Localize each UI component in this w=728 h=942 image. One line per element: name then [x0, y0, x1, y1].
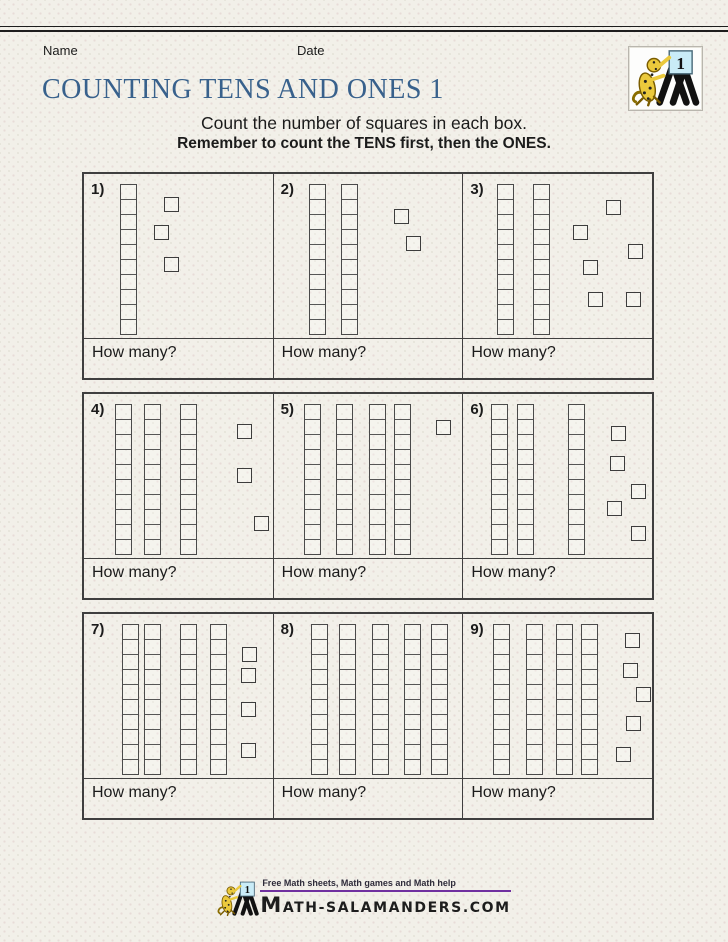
how-many-label: How many? [281, 564, 367, 581]
tens-rod [304, 404, 321, 555]
ones-square [573, 225, 588, 240]
footer-tagline: Free Math sheets, Math games and Math help [260, 876, 510, 892]
how-many-label: How many? [471, 344, 556, 361]
worksheet-row-3 [82, 612, 654, 820]
instruction-line: Count the number of squares in each box. [201, 113, 527, 133]
answer-strip [274, 778, 463, 818]
tens-rod [339, 624, 356, 775]
answer-strip [84, 778, 273, 818]
tens-rod [369, 404, 386, 555]
problem-number: 1) [91, 181, 105, 198]
tens-rod [404, 624, 421, 775]
problem-box-6 [462, 394, 652, 598]
blocks-canvas [274, 614, 463, 778]
tens-rod [556, 624, 573, 775]
tens-rod [309, 184, 326, 335]
tens-rod [533, 184, 550, 335]
tens-rod [336, 404, 353, 555]
ones-square [631, 484, 646, 499]
tens-rod [568, 404, 585, 555]
problem-number: 3) [470, 181, 484, 198]
answer-strip [274, 338, 463, 378]
problem-number: 9) [470, 621, 484, 638]
top-rule [0, 26, 728, 32]
answer-strip [84, 338, 273, 378]
blocks-canvas [84, 174, 273, 338]
ones-square [237, 424, 252, 439]
instruction-bold-line: Remember to count the TENS first, then the ONES. [177, 135, 551, 152]
tens-rod [180, 624, 197, 775]
ones-square [436, 420, 451, 435]
problem-box-1 [84, 174, 273, 378]
site-logo [628, 46, 703, 111]
ones-square [616, 747, 631, 762]
salamander-logo-icon-small [217, 878, 259, 920]
answer-strip [274, 558, 463, 598]
problem-number: 5) [280, 401, 295, 418]
problem-number: 8) [280, 621, 295, 638]
tens-rod [431, 624, 448, 775]
ones-square [406, 236, 421, 251]
how-many-label: How many? [92, 344, 177, 361]
ones-square [242, 647, 257, 662]
answer-strip [84, 558, 273, 598]
tens-rod [311, 624, 328, 775]
how-many-label: How many? [92, 784, 177, 801]
footer [0, 876, 728, 920]
tens-rod [581, 624, 598, 775]
tens-rod [491, 404, 508, 555]
tens-rod [372, 624, 389, 775]
ones-square [625, 633, 640, 648]
page-title: COUNTING TENS AND ONES 1 [42, 74, 444, 105]
problem-box-3 [462, 174, 652, 378]
tens-rod [341, 184, 358, 335]
ones-square [607, 501, 622, 516]
ones-square [606, 200, 621, 215]
ones-square [626, 292, 641, 307]
salamander-logo-icon [629, 47, 700, 108]
ones-square [610, 456, 625, 471]
ones-square [164, 197, 179, 212]
tens-rod [144, 404, 161, 555]
tens-rod [210, 624, 227, 775]
blocks-canvas [463, 394, 652, 558]
date-label: Date [297, 43, 325, 58]
problem-number: 7) [91, 621, 105, 638]
blocks-canvas [463, 614, 652, 778]
ones-square [241, 668, 256, 683]
blocks-canvas [274, 174, 463, 338]
problem-box-2 [273, 174, 463, 378]
worksheet-grid [82, 172, 654, 832]
ones-square [636, 687, 651, 702]
how-many-label: How many? [92, 564, 177, 581]
worksheet-row-1 [82, 172, 654, 380]
ones-square [237, 468, 252, 483]
tens-rod [122, 624, 139, 775]
tens-rod [394, 404, 411, 555]
tens-rod [517, 404, 534, 555]
ones-square [394, 209, 409, 224]
problem-number: 6) [470, 401, 484, 418]
ones-square [628, 244, 643, 259]
ones-square [623, 663, 638, 678]
ones-square [154, 225, 169, 240]
tens-rod [144, 624, 161, 775]
blocks-canvas [463, 174, 652, 338]
tens-rod [115, 404, 132, 555]
ones-square [164, 257, 179, 272]
footer-text-block [260, 876, 510, 917]
ones-square [631, 526, 646, 541]
blocks-canvas [84, 614, 273, 778]
tens-rod [526, 624, 543, 775]
problem-box-9 [462, 614, 652, 818]
problem-number: 2) [280, 181, 295, 198]
ones-square [254, 516, 269, 531]
name-label: Name [43, 43, 78, 58]
problem-number: 4) [91, 401, 105, 418]
how-many-label: How many? [471, 784, 556, 801]
ones-square [583, 260, 598, 275]
tens-rod [493, 624, 510, 775]
worksheet-row-2 [82, 392, 654, 600]
ones-square [241, 743, 256, 758]
ones-square [626, 716, 641, 731]
ones-square [588, 292, 603, 307]
answer-strip [463, 338, 652, 378]
tens-rod [120, 184, 137, 335]
how-many-label: How many? [281, 784, 367, 801]
tens-rod [497, 184, 514, 335]
problem-box-4 [84, 394, 273, 598]
footer-site-text: MATH-SALAMANDERS.COM [260, 893, 511, 917]
ones-square [611, 426, 626, 441]
problem-box-8 [273, 614, 463, 818]
how-many-label: How many? [281, 344, 367, 361]
blocks-canvas [84, 394, 273, 558]
problem-box-5 [273, 394, 463, 598]
answer-strip [463, 558, 652, 598]
how-many-label: How many? [471, 564, 556, 581]
answer-strip [463, 778, 652, 818]
tens-rod [180, 404, 197, 555]
ones-square [241, 702, 256, 717]
problem-box-7 [84, 614, 273, 818]
blocks-canvas [274, 394, 463, 558]
